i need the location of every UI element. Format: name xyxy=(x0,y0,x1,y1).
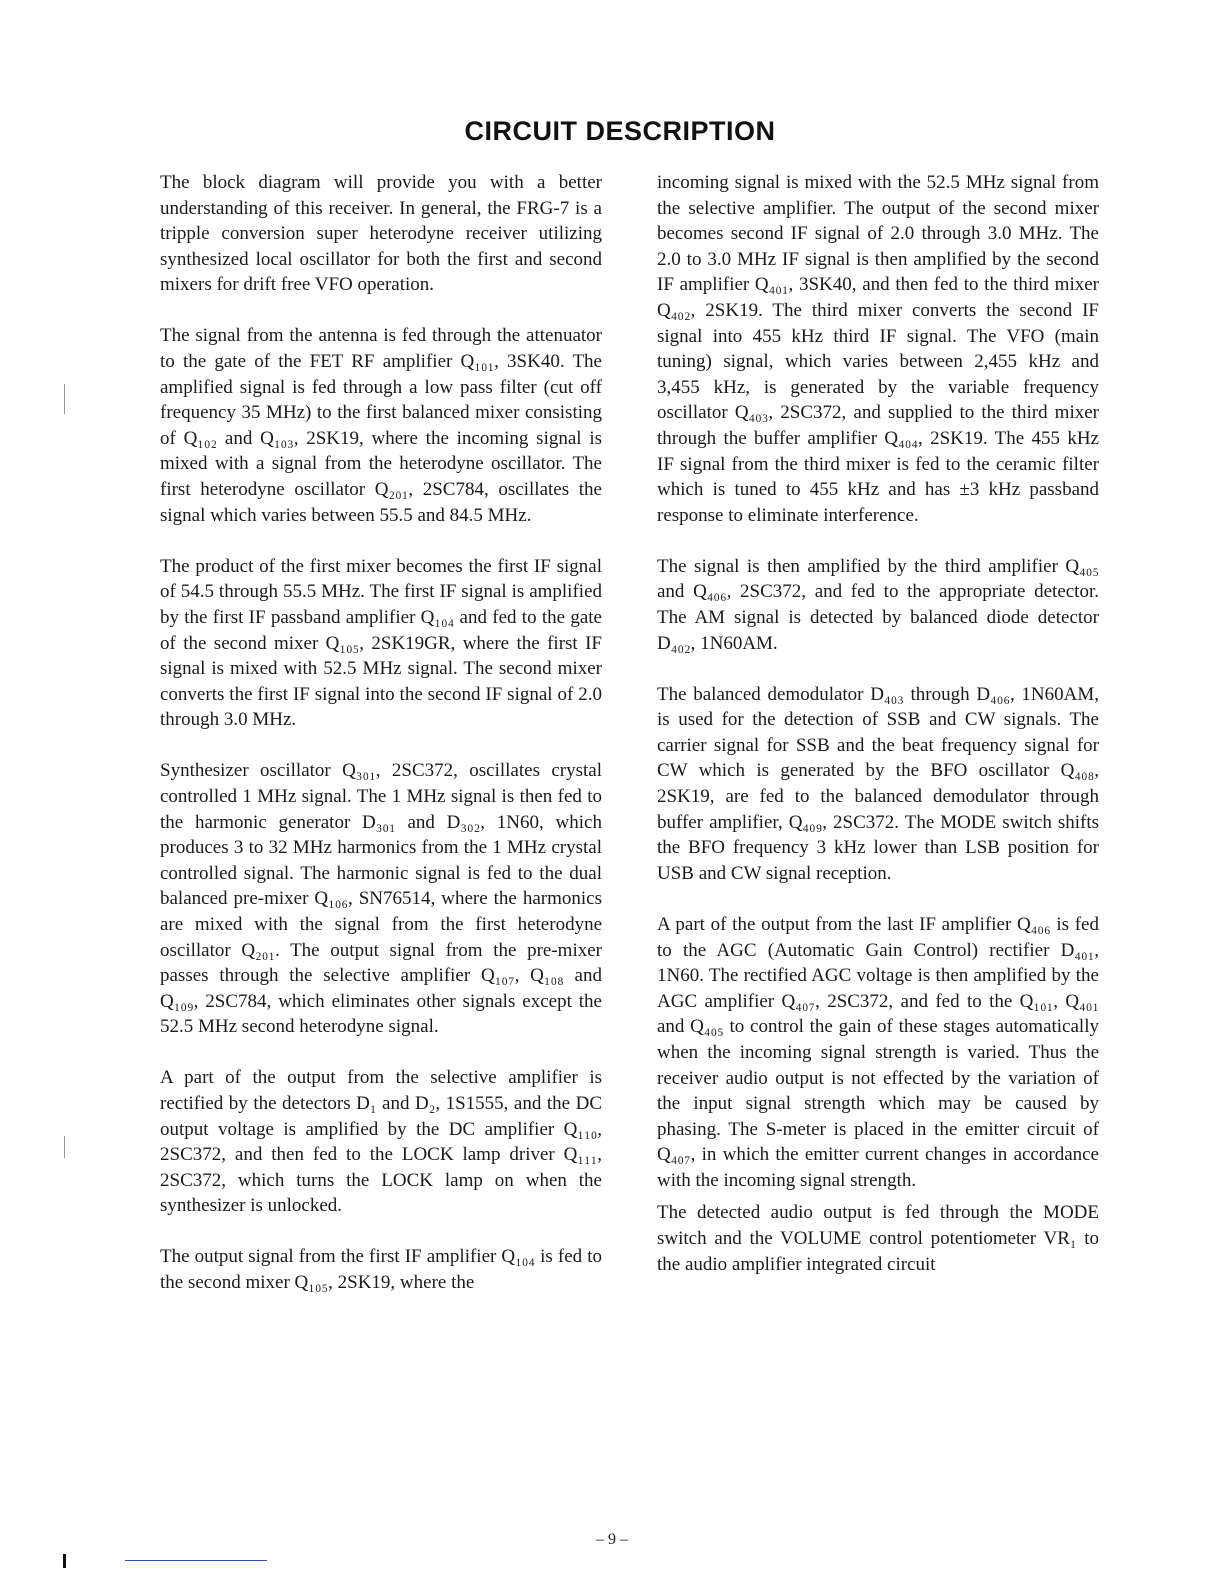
page-number: – 9 – xyxy=(596,1531,628,1548)
margin-mark xyxy=(64,1136,65,1158)
margin-mark xyxy=(64,384,65,414)
page-title: CIRCUIT DESCRIPTION xyxy=(464,116,776,146)
right-column xyxy=(657,170,1099,1303)
bottom-rule xyxy=(125,1560,267,1561)
left-column xyxy=(160,170,602,1321)
paragraph: A part of the output from the last IF amplifier Q₄₀₆ is fed to the AGC (Automatic Gain Control) rectifier D₄₀₁, 1N60. The rectified AGC voltage is then amplified by the AGC amplifier Q₄₀₇, 2SC372, and fed to the Q₁₀₁, Q₄₀₁ and Q₄₀₅ to control the gain of these stages automatically when the incoming signal strength is varied. Thus the receiver audio output is not effected by the variation of the input signal strength which may be caused by phasing. The S-meter is placed in the emitter circuit of Q₄₀₇, in which the emitter current changes in accordance with the incoming signal strength. xyxy=(657,913,1099,1191)
paragraph: The detected audio output is fed through the MODE switch and the VOLUME control potentiometer VR₁ to the audio amplifier integrated circuit xyxy=(657,1202,1099,1275)
corner-mark xyxy=(63,1554,66,1568)
paragraph: Synthesizer oscillator Q₃₀₁, 2SC372, oscillates crystal controlled 1 MHz signal. The 1 MHz signal is then fed to the harmonic generator D₃₀₁ and D₃₀₂, 1N60, which produces 3 to 32 MHz harmonics from the 1 MHz crystal controlled signal. The harmonic signal is fed to the dual balanced pre-mixer Q₁₀₆, SN76514, where the harmonics are mixed with the signal from the first heterodyne oscillator Q₂₀₁. The output signal from the pre-mixer passes through the selective amplifier Q₁₀₇, Q₁₀₈ and Q₁₀₉, 2SC784, which eliminates other signals except the 52.5 MHz second heterodyne signal. xyxy=(160,760,602,1038)
paragraph: incoming signal is mixed with the 52.5 MHz signal from the selective amplifier. The output of the second mixer becomes second IF signal of 2.0 through 3.0 MHz. The 2.0 to 3.0 MHz IF signal is then amplified by the second IF amplifier Q₄₀₁, 3SK40, and then fed to the third mixer Q₄₀₂, 2SK19. The third mixer converts the second IF signal into 455 kHz third IF signal. The VFO (main tuning) signal, which varies between 2,455 kHz and 3,455 kHz, is generated by the variable frequency oscillator Q₄₀₃, 2SC372, and supplied to the third mixer through the buffer amplifier Q₄₀₄, 2SK19. The 455 kHz IF signal from the third mixer is fed to the ceramic filter which is tuned to 455 kHz and has ±3 kHz passband response to eliminate interference. xyxy=(657,172,1099,526)
paragraph: The balanced demodulator D₄₀₃ through D₄₀₆, 1N60AM, is used for the detection of SSB and CW signals. The carrier signal for SSB and the beat frequency signal for CW which is generated by the BFO oscillator Q₄₀₈, 2SK19, are fed to the balanced demodulator through buffer amplifier, Q₄₀₉, 2SC372. The MODE switch shifts the BFO frequency 3 kHz lower than LSB position for USB and CW signal reception. xyxy=(657,683,1099,884)
paragraph: The signal is then amplified by the third amplifier Q₄₀₅ and Q₄₀₆, 2SC372, and fed to the appropriate detector. The AM signal is detected by balanced diode detector D₄₀₂, 1N60AM. xyxy=(657,555,1099,654)
paragraph: The block diagram will provide you with a better understanding of this receiver. In general, the FRG-7 is a tripple conversion super heterodyne receiver utilizing synthesized local oscillator for both the first and second mixers for drift free VFO operation. xyxy=(160,172,602,296)
paragraph: A part of the output from the selective amplifier is rectified by the detectors D₁ and D₂, 1S1555, and the DC output voltage is amplified by the DC amplifier Q₁₁₀, 2SC372, and then fed to the LOCK lamp driver Q₁₁₁, 2SC372, which turns the LOCK lamp on when the synthesizer is unlocked. xyxy=(160,1067,602,1217)
paragraph: The output signal from the first IF amplifier Q₁₀₄ is fed to the second mixer Q₁₀₅, 2SK19, where the xyxy=(160,1246,602,1294)
paragraph: The product of the first mixer becomes the first IF signal of 54.5 through 55.5 MHz. The first IF signal is amplified by the first IF passband amplifier Q₁₀₄ and fed to the gate of the second mixer Q₁₀₅, 2SK19GR, where the first IF signal is mixed with 52.5 MHz signal. The second mixer converts the first IF signal into the second IF signal of 2.0 through 3.0 MHz. xyxy=(160,555,602,731)
paragraph: The signal from the antenna is fed through the attenuator to the gate of the FET RF amplifier Q₁₀₁, 3SK40. The amplified signal is fed through a low pass filter (cut off frequency 35 MHz) to the first balanced mixer consisting of Q₁₀₂ and Q₁₀₃, 2SK19, where the incoming signal is mixed with a signal from the heterodyne oscillator. The first heterodyne oscillator Q₂₀₁, 2SC784, oscillates the signal which varies between 55.5 and 84.5 MHz. xyxy=(160,325,602,526)
